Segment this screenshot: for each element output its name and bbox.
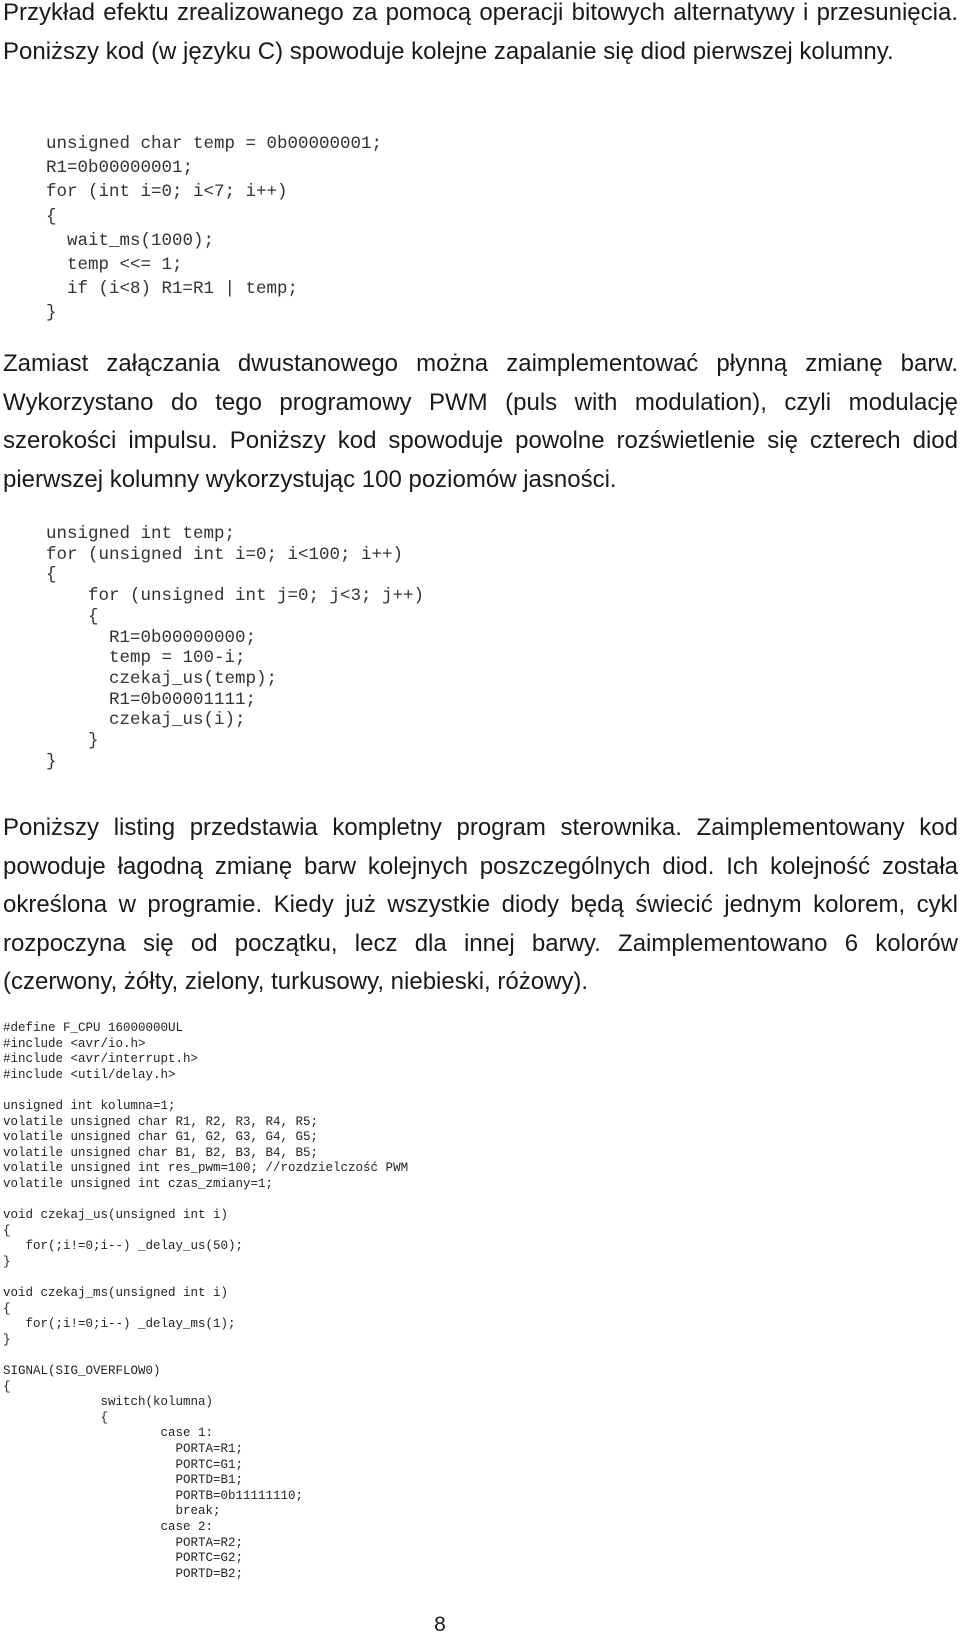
page-number: 8 bbox=[434, 1613, 446, 1636]
listing-paragraph: Poniższy listing przedstawia kompletny program sterownika. Zaimplementowany kod powoduje łagodną zmianę barw kolejnych poszczególnych diod. Ich kolejność została określona w programie. Kiedy już wszystkie diody będą świecić jednym kolorem, cykl rozpoczyna się od początku, lecz dla innej barwy. Zaimplementowano 6 kolorów (czerwony, żółty, zielony, turkusowy, niebieski, różowy). bbox=[3, 814, 958, 995]
shift-code-block: unsigned char temp = 0b00000001; R1=0b00000001; for (int i=0; i<7; i++) { wait_ms(1000); temp <<= 1; if (i<8) R1=R1 | temp; } bbox=[46, 134, 383, 324]
full-listing-code-block: #define F_CPU 16000000UL #include <avr/io.h> #include <avr/interrupt.h> #include <util/delay.h> unsigned int kolumna=1; volatile unsigned char R1, R2, R3, R4, R5; volatile unsigned char G1, G2, G3, G4, G5; volatile unsigned char B1, B2, B3, B4, B5; volatile unsigned int res_pwm=100; //rozdzielczość PWM volatile unsigned int czas_zmiany=1; void czekaj_us(unsigned int i) { for(;i!=0;i--) _delay_us(50); } void czekaj_ms(unsigned int i) { for(;i!=0;i--) _delay_ms(1); } SIGNAL(SIG_OVERFLOW0) { switch(kolumna) { case 1: PORTA=R1; PORTC=G1; PORTD=B1; PORTB=0b11111110; break; case 2: PORTA=R2; PORTC=G2; PORTD=B2; bbox=[3, 1021, 409, 1581]
pwm-code-block: unsigned int temp; for (unsigned int i=0; i<100; i++) { for (unsigned int j=0; j<3; j++) { R1=0b00000000; temp = 100-i; czekaj_us(temp); R1=0b00001111; czekaj_us(i); } } bbox=[46, 524, 425, 772]
pwm-paragraph: Zamiast załączania dwustanowego można zaimplementować płynną zmianę barw. Wykorzystano do tego programowy PWM (puls with modulation), czyli modulację szerokości impulsu. Poniższy kod spowoduje powolne rozświetlenie się czterech diod pierwszej kolumny wykorzystując 100 poziomów jasności. bbox=[3, 350, 958, 493]
intro-paragraph: Przykład efektu zrealizowanego za pomocą operacji bitowych alternatywy i przesunięcia. Poniższy kod (w języku C) spowoduje kolejne zapalanie się diod pierwszej kolumny. bbox=[3, 0, 958, 65]
